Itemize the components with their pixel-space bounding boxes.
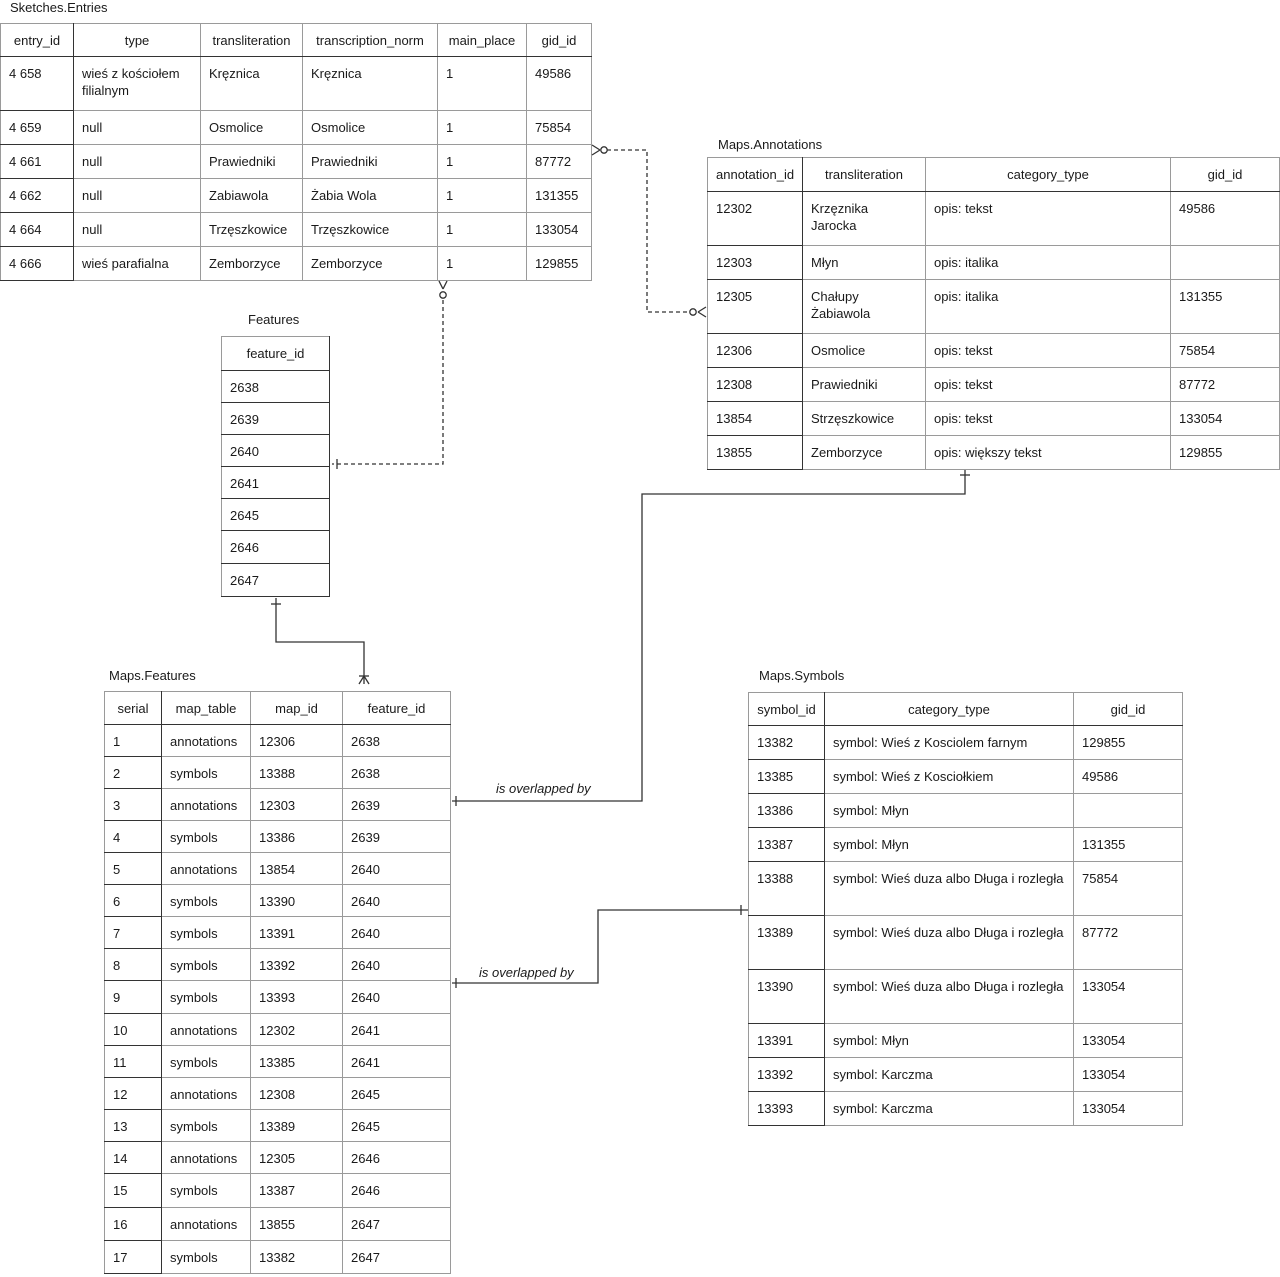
- table-cell: 49586: [527, 57, 592, 111]
- column-header: entry_id: [1, 24, 74, 57]
- table-row: [1, 179, 592, 213]
- table-cell: symbol: Karczma: [825, 1092, 1074, 1126]
- table-cell: 12308: [251, 1078, 343, 1110]
- table-cell: symbols: [162, 821, 251, 853]
- table-cell: symbols: [162, 917, 251, 949]
- table-cell: 2641: [343, 1014, 451, 1046]
- relationship-label: is overlapped by: [496, 781, 591, 796]
- maps-features-table: [104, 691, 451, 1274]
- sketches-entries-table: [0, 23, 592, 281]
- table-cell: 10: [105, 1014, 162, 1046]
- table-cell: symbol: Młyn: [825, 794, 1074, 828]
- table-cell: 2639: [343, 789, 451, 821]
- table-cell: 133054: [1074, 1024, 1183, 1058]
- table-row: [105, 821, 451, 853]
- table-row: [708, 334, 1280, 368]
- table-cell: 13389: [749, 916, 825, 970]
- table-cell: 2646: [343, 1174, 451, 1208]
- table-cell: Trzęszkowice: [303, 213, 438, 247]
- table-cell: 87772: [1171, 368, 1280, 402]
- table-cell: 2645: [222, 499, 330, 531]
- column-header: transliteration: [803, 158, 926, 192]
- table-cell: 131355: [527, 179, 592, 213]
- table-cell: 12302: [251, 1014, 343, 1046]
- column-header: symbol_id: [749, 693, 825, 726]
- table-row: [749, 828, 1183, 862]
- table-row: [749, 916, 1183, 970]
- maps-features-title: Maps.Features: [109, 668, 196, 683]
- table-cell: annotations: [162, 1208, 251, 1241]
- table-cell: 1: [438, 213, 527, 247]
- table-cell: null: [74, 179, 201, 213]
- table-cell: 12303: [708, 246, 803, 280]
- table-cell: 13389: [251, 1110, 343, 1142]
- table-cell: 1: [438, 179, 527, 213]
- table-cell: 13391: [251, 917, 343, 949]
- table-cell: Prawiedniki: [803, 368, 926, 402]
- table-cell: opis: tekst: [926, 192, 1171, 246]
- table-cell: 13392: [749, 1058, 825, 1092]
- table-cell: Kręznica: [201, 57, 303, 111]
- table-cell: 13385: [749, 760, 825, 794]
- table-cell: 12305: [251, 1142, 343, 1174]
- table-row: [105, 1046, 451, 1078]
- table-cell: 13385: [251, 1046, 343, 1078]
- table-cell: annotations: [162, 853, 251, 885]
- table-cell: 2647: [343, 1208, 451, 1241]
- table-cell: 13390: [251, 885, 343, 917]
- table-cell: 131355: [1074, 828, 1183, 862]
- table-cell: 7: [105, 917, 162, 949]
- table-cell: [1171, 246, 1280, 280]
- table-cell: 75854: [1074, 862, 1183, 916]
- table-row: [105, 1110, 451, 1142]
- table-row: [105, 917, 451, 949]
- table-cell: symbols: [162, 981, 251, 1014]
- maps-symbols-table: [748, 692, 1183, 1126]
- column-header: main_place: [438, 24, 527, 57]
- table-cell: [1074, 794, 1183, 828]
- column-header: gid_id: [1171, 158, 1280, 192]
- table-cell: Zemborzyce: [803, 436, 926, 470]
- table-cell: Osmolice: [803, 334, 926, 368]
- table-row: [105, 1208, 451, 1241]
- table-cell: 13: [105, 1110, 162, 1142]
- table-cell: 13382: [749, 726, 825, 760]
- column-header: gid_id: [527, 24, 592, 57]
- table-cell: symbol: Karczma: [825, 1058, 1074, 1092]
- table-row: [105, 1014, 451, 1046]
- table-row: [105, 1174, 451, 1208]
- column-header: transliteration: [201, 24, 303, 57]
- table-row: [1, 111, 592, 145]
- table-row: [222, 371, 330, 403]
- table-cell: 2646: [343, 1142, 451, 1174]
- table-cell: 1: [438, 57, 527, 111]
- table-cell: wieś parafialna: [74, 247, 201, 281]
- entries-annotations-connector: [607, 150, 690, 312]
- table-cell: null: [74, 213, 201, 247]
- table-cell: 133054: [1074, 1058, 1183, 1092]
- table-cell: symbol: Wieś z Kosciolem farnym: [825, 726, 1074, 760]
- table-cell: 11: [105, 1046, 162, 1078]
- table-cell: 13393: [251, 981, 343, 1014]
- table-cell: symbol: Młyn: [825, 828, 1074, 862]
- table-cell: 2645: [343, 1078, 451, 1110]
- table-cell: annotations: [162, 1078, 251, 1110]
- column-header: serial: [105, 692, 162, 725]
- table-cell: 2647: [343, 1241, 451, 1274]
- table-cell: 87772: [1074, 916, 1183, 970]
- table-cell: 1: [438, 145, 527, 179]
- table-row: [222, 403, 330, 435]
- table-cell: 9: [105, 981, 162, 1014]
- table-cell: 131355: [1171, 280, 1280, 334]
- table-cell: 133054: [527, 213, 592, 247]
- table-row: [749, 726, 1183, 760]
- table-cell: 12305: [708, 280, 803, 334]
- table-cell: 13386: [749, 794, 825, 828]
- table-cell: 2640: [343, 917, 451, 949]
- table-cell: 17: [105, 1241, 162, 1274]
- table-cell: 49586: [1171, 192, 1280, 246]
- table-cell: 1: [438, 111, 527, 145]
- table-row: [105, 789, 451, 821]
- table-cell: 2641: [343, 1046, 451, 1078]
- column-header: annotation_id: [708, 158, 803, 192]
- column-header: category_type: [825, 693, 1074, 726]
- table-row: [1, 247, 592, 281]
- table-cell: 12306: [251, 725, 343, 757]
- column-header: feature_id: [343, 692, 451, 725]
- table-row: [708, 436, 1280, 470]
- table-row: [749, 1058, 1183, 1092]
- table-cell: 2640: [222, 435, 330, 467]
- relationship-label: is overlapped by: [479, 965, 574, 980]
- column-header: map_id: [251, 692, 343, 725]
- table-cell: 2639: [343, 821, 451, 853]
- table-cell: symbol: Młyn: [825, 1024, 1074, 1058]
- table-cell: 2639: [222, 403, 330, 435]
- table-cell: 2646: [222, 531, 330, 564]
- table-row: [105, 1142, 451, 1174]
- table-cell: Osmolice: [303, 111, 438, 145]
- table-cell: 13393: [749, 1092, 825, 1126]
- features-mapsfeatures-connector: [276, 598, 364, 684]
- table-cell: Zabiawola: [201, 179, 303, 213]
- table-row: [708, 402, 1280, 436]
- table-row: [749, 1092, 1183, 1126]
- table-row: [222, 531, 330, 564]
- table-row: [749, 794, 1183, 828]
- table-cell: opis: większy tekst: [926, 436, 1171, 470]
- table-cell: symbol: Wieś z Kosciołkiem: [825, 760, 1074, 794]
- column-header: feature_id: [222, 337, 330, 371]
- table-cell: 14: [105, 1142, 162, 1174]
- table-cell: null: [74, 145, 201, 179]
- table-cell: 1: [438, 247, 527, 281]
- table-cell: 12306: [708, 334, 803, 368]
- table-cell: annotations: [162, 1142, 251, 1174]
- table-cell: symbols: [162, 1174, 251, 1208]
- table-cell: 133054: [1074, 970, 1183, 1024]
- table-cell: 129855: [1074, 726, 1183, 760]
- table-cell: Młyn: [803, 246, 926, 280]
- table-cell: 4 666: [1, 247, 74, 281]
- column-header: transcription_norm: [303, 24, 438, 57]
- features-table: [221, 336, 330, 597]
- table-cell: 133054: [1171, 402, 1280, 436]
- table-cell: opis: italika: [926, 280, 1171, 334]
- table-cell: symbols: [162, 1241, 251, 1274]
- column-header: gid_id: [1074, 693, 1183, 726]
- table-cell: 2640: [343, 885, 451, 917]
- maps-symbols-title: Maps.Symbols: [759, 668, 845, 683]
- table-cell: 13387: [251, 1174, 343, 1208]
- table-cell: 133054: [1074, 1092, 1183, 1126]
- table-cell: 12303: [251, 789, 343, 821]
- crowfoot-zero-many-icon: [439, 281, 447, 298]
- crowfoot-zero-many-icon: [592, 145, 607, 155]
- table-cell: opis: tekst: [926, 368, 1171, 402]
- table-cell: Żabia Wola: [303, 179, 438, 213]
- table-cell: annotations: [162, 789, 251, 821]
- table-cell: 2645: [343, 1110, 451, 1142]
- table-cell: Prawiedniki: [303, 145, 438, 179]
- table-cell: 4 664: [1, 213, 74, 247]
- table-row: [105, 885, 451, 917]
- table-row: [708, 280, 1280, 334]
- table-cell: 13855: [251, 1208, 343, 1241]
- table-cell: 4: [105, 821, 162, 853]
- table-row: [105, 1241, 451, 1274]
- table-cell: Trzęszkowice: [201, 213, 303, 247]
- table-cell: symbol: Wieś duza albo Długa i rozległa: [825, 862, 1074, 916]
- features-title: Features: [248, 312, 300, 327]
- table-cell: 13854: [708, 402, 803, 436]
- column-header: category_type: [926, 158, 1171, 192]
- table-cell: Osmolice: [201, 111, 303, 145]
- column-header: type: [74, 24, 201, 57]
- table-row: [105, 757, 451, 789]
- table-row: [222, 467, 330, 499]
- table-cell: symbols: [162, 1110, 251, 1142]
- crowfoot-one-many-icon: [359, 676, 369, 684]
- table-cell: null: [74, 111, 201, 145]
- table-cell: annotations: [162, 725, 251, 757]
- table-cell: 2638: [343, 757, 451, 789]
- table-row: [222, 564, 330, 597]
- table-cell: opis: tekst: [926, 334, 1171, 368]
- table-cell: 2640: [343, 853, 451, 885]
- table-cell: 13388: [749, 862, 825, 916]
- table-cell: Strzęszkowice: [803, 402, 926, 436]
- column-header: map_table: [162, 692, 251, 725]
- table-cell: 13391: [749, 1024, 825, 1058]
- table-row: [749, 862, 1183, 916]
- sketches-entries-title: Sketches.Entries: [10, 0, 108, 15]
- table-cell: 8: [105, 949, 162, 981]
- table-cell: symbols: [162, 757, 251, 789]
- table-row: [749, 970, 1183, 1024]
- table-row: [1, 213, 592, 247]
- table-cell: 13388: [251, 757, 343, 789]
- table-cell: Krzęznika Jarocka: [803, 192, 926, 246]
- table-cell: 87772: [527, 145, 592, 179]
- table-cell: 5: [105, 853, 162, 885]
- table-cell: 2647: [222, 564, 330, 597]
- table-cell: 75854: [1171, 334, 1280, 368]
- table-row: [105, 725, 451, 757]
- maps-annotations-title: Maps.Annotations: [718, 137, 823, 152]
- table-cell: 4 659: [1, 111, 74, 145]
- table-cell: 2: [105, 757, 162, 789]
- table-cell: opis: tekst: [926, 402, 1171, 436]
- table-cell: 2640: [343, 981, 451, 1014]
- table-cell: Prawiedniki: [201, 145, 303, 179]
- table-cell: 4 658: [1, 57, 74, 111]
- table-cell: Zemborzyce: [303, 247, 438, 281]
- table-cell: 2638: [222, 371, 330, 403]
- table-cell: 2640: [343, 949, 451, 981]
- entries-features-connector: [332, 300, 443, 464]
- table-cell: symbols: [162, 885, 251, 917]
- table-cell: 15: [105, 1174, 162, 1208]
- table-cell: 12308: [708, 368, 803, 402]
- crowfoot-zero-many-icon: [690, 307, 706, 317]
- table-row: [222, 499, 330, 531]
- table-cell: 13855: [708, 436, 803, 470]
- table-row: [222, 435, 330, 467]
- table-cell: 16: [105, 1208, 162, 1241]
- table-cell: 13382: [251, 1241, 343, 1274]
- table-cell: 2638: [343, 725, 451, 757]
- table-cell: 4 661: [1, 145, 74, 179]
- table-cell: Zemborzyce: [201, 247, 303, 281]
- table-cell: 75854: [527, 111, 592, 145]
- table-cell: 13387: [749, 828, 825, 862]
- table-row: [105, 1078, 451, 1110]
- table-cell: 13386: [251, 821, 343, 853]
- table-row: [708, 246, 1280, 280]
- table-cell: 2641: [222, 467, 330, 499]
- table-cell: 13390: [749, 970, 825, 1024]
- table-row: [105, 949, 451, 981]
- table-row: [749, 1024, 1183, 1058]
- table-cell: symbol: Wieś duza albo Długa i rozległa: [825, 970, 1074, 1024]
- table-row: [749, 760, 1183, 794]
- table-cell: 129855: [1171, 436, 1280, 470]
- table-cell: Kręznica: [303, 57, 438, 111]
- table-cell: symbols: [162, 1046, 251, 1078]
- table-cell: 3: [105, 789, 162, 821]
- table-row: [1, 145, 592, 179]
- table-cell: 1: [105, 725, 162, 757]
- table-cell: 49586: [1074, 760, 1183, 794]
- table-row: [105, 853, 451, 885]
- table-cell: opis: italika: [926, 246, 1171, 280]
- maps-annotations-table: [707, 157, 1280, 470]
- table-cell: symbol: Wieś duza albo Długa i rozległa: [825, 916, 1074, 970]
- table-cell: annotations: [162, 1014, 251, 1046]
- table-cell: 13392: [251, 949, 343, 981]
- table-cell: 6: [105, 885, 162, 917]
- table-cell: 12302: [708, 192, 803, 246]
- table-row: [105, 981, 451, 1014]
- table-cell: 12: [105, 1078, 162, 1110]
- table-cell: symbols: [162, 949, 251, 981]
- table-row: [708, 368, 1280, 402]
- table-cell: 129855: [527, 247, 592, 281]
- table-cell: wieś z kościołem filialnym: [74, 57, 201, 111]
- table-cell: 13854: [251, 853, 343, 885]
- table-cell: 4 662: [1, 179, 74, 213]
- table-cell: Chałupy Żabiawola: [803, 280, 926, 334]
- table-row: [1, 57, 592, 111]
- table-row: [708, 192, 1280, 246]
